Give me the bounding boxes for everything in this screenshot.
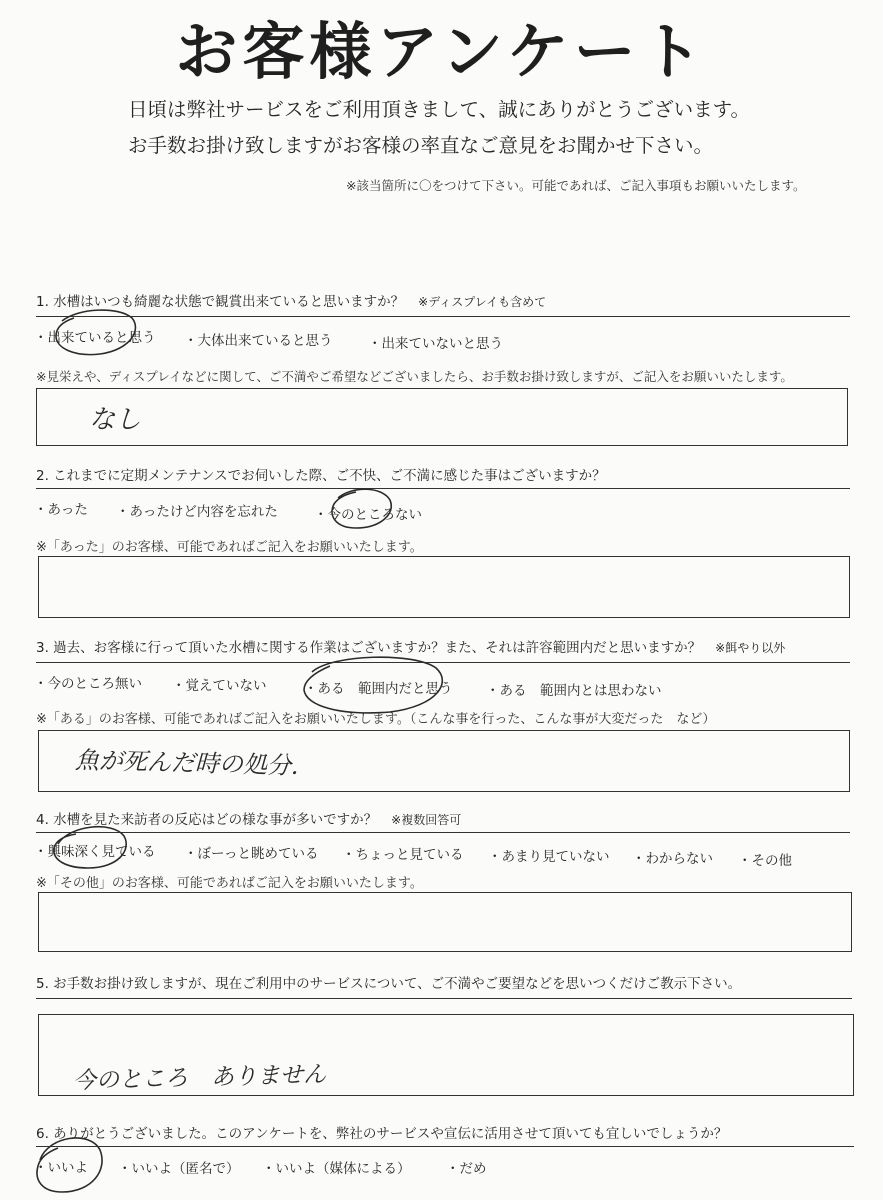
q5-handwritten-answer: 今のところ ありません bbox=[72, 1061, 327, 1095]
q4-option-1[interactable]: ・興味深く見ている bbox=[34, 844, 156, 860]
circle-instruction: ※該当箇所に〇をつけて下さい。可能であれば、ご記入事項もお願いいたします。 bbox=[346, 178, 806, 193]
q2-option-1[interactable]: ・あった bbox=[34, 502, 88, 518]
q4-comment-hint: ※「その他」のお客様、可能であればご記入をお願いいたします。 bbox=[36, 876, 423, 891]
q2-comment-box[interactable] bbox=[38, 556, 850, 618]
question-4-text: 4. 水槽を見た来訪者の反応はどの様な事が多いですか？ bbox=[36, 812, 378, 828]
q4-option-4[interactable]: ・あまり見ていない bbox=[488, 849, 610, 865]
q3-option-4[interactable]: ・ある 範囲内とは思わない bbox=[486, 683, 662, 699]
q2-option-2[interactable]: ・あったけど内容を忘れた bbox=[116, 504, 278, 520]
question-5-text: 5. お手数お掛け致しますが、現在ご利用中のサービスについて、ご不満やご要望などを思いつくだけご教示下さい。 bbox=[36, 976, 742, 992]
q3-comment-hint: ※「ある」のお客様、可能であればご記入をお願いいたします。（こんな事を行った、こんな事が大変だった など） bbox=[36, 712, 716, 727]
question-5-rule bbox=[36, 998, 852, 999]
q3-comment-box[interactable] bbox=[38, 730, 850, 792]
q2-comment-hint: ※「あった」のお客様、可能であればご記入をお願いいたします。 bbox=[36, 540, 423, 555]
question-1-note: ※ディスプレイも含めて bbox=[418, 295, 547, 309]
q1-comment-hint: ※見栄えや、ディスプレイなどに関して、ご不満やご希望などございましたら、お手数お掛け致しますが、ご記入をお願いいたします。 bbox=[36, 369, 793, 384]
question-4 bbox=[36, 808, 461, 828]
intro-line-1: 日頃は弊社サービスをご利用頂きまして、誠にありがとうございます。 bbox=[128, 98, 751, 121]
question-4-note: ※複数回答可 bbox=[391, 813, 462, 827]
q6-option-1[interactable]: ・いいよ bbox=[34, 1160, 88, 1176]
question-3 bbox=[36, 636, 785, 656]
question-1-text: 1. 水槽はいつも綺麗な状態で観賞出来ていると思いますか？ bbox=[36, 294, 405, 310]
question-6-text: 6. ありがとうございました。このアンケートを、弊社のサービスや宣伝に活用させて頂いても宜しいでしょうか？ bbox=[36, 1126, 728, 1142]
q3-handwritten-answer: 魚が死んだ時の処分. bbox=[74, 746, 299, 780]
question-3-rule bbox=[36, 662, 850, 663]
q1-comment-box[interactable] bbox=[36, 388, 848, 446]
q6-option-2[interactable]: ・いいよ（匿名で） bbox=[118, 1161, 240, 1177]
q3-option-1[interactable]: ・今のところ無い bbox=[34, 676, 142, 692]
q4-option-5[interactable]: ・わからない bbox=[632, 851, 713, 867]
q5-comment-box[interactable] bbox=[38, 1014, 854, 1096]
q4-option-2[interactable]: ・ぼーっと眺めている bbox=[184, 846, 319, 862]
question-3-text: 3. 過去、お客様に行って頂いた水槽に関する作業はございますか？また、それは許容範囲内だと思いますか？ bbox=[36, 640, 702, 656]
q3-option-2[interactable]: ・覚えていない bbox=[172, 678, 267, 694]
q4-option-3[interactable]: ・ちょっと見ている bbox=[342, 847, 464, 863]
question-2-text: 2. これまでに定期メンテナンスでお伺いした際、ご不快、ご不満に感じた事はございますか？ bbox=[36, 468, 606, 484]
q6-option-3[interactable]: ・いいよ（媒体による） bbox=[262, 1161, 411, 1177]
question-1 bbox=[36, 290, 546, 310]
question-6-rule bbox=[36, 1146, 854, 1147]
q4-comment-box[interactable] bbox=[38, 892, 852, 952]
intro-line-2: お手数お掛け致しますがお客様の率直なご意見をお聞かせ下さい。 bbox=[128, 134, 714, 157]
q3-option-3[interactable]: ・ある 範囲内だと思う bbox=[304, 681, 453, 697]
survey-title: お客様アンケート bbox=[175, 15, 708, 88]
q1-option-2[interactable]: ・大体出来ていると思う bbox=[184, 333, 333, 349]
question-1-rule bbox=[36, 316, 850, 317]
q4-option-6[interactable]: ・その他 bbox=[738, 853, 792, 869]
question-4-rule bbox=[36, 832, 850, 833]
question-3-note: ※餌やり以外 bbox=[715, 641, 786, 655]
q6-option-4[interactable]: ・だめ bbox=[446, 1161, 487, 1177]
q1-option-1[interactable]: ・出来ていると思う bbox=[34, 330, 156, 346]
question-2-rule bbox=[36, 488, 850, 489]
q1-handwritten-answer: なし bbox=[89, 405, 142, 435]
q1-option-3[interactable]: ・出来ていないと思う bbox=[368, 336, 503, 352]
q2-option-3[interactable]: ・今のところない bbox=[314, 507, 422, 523]
